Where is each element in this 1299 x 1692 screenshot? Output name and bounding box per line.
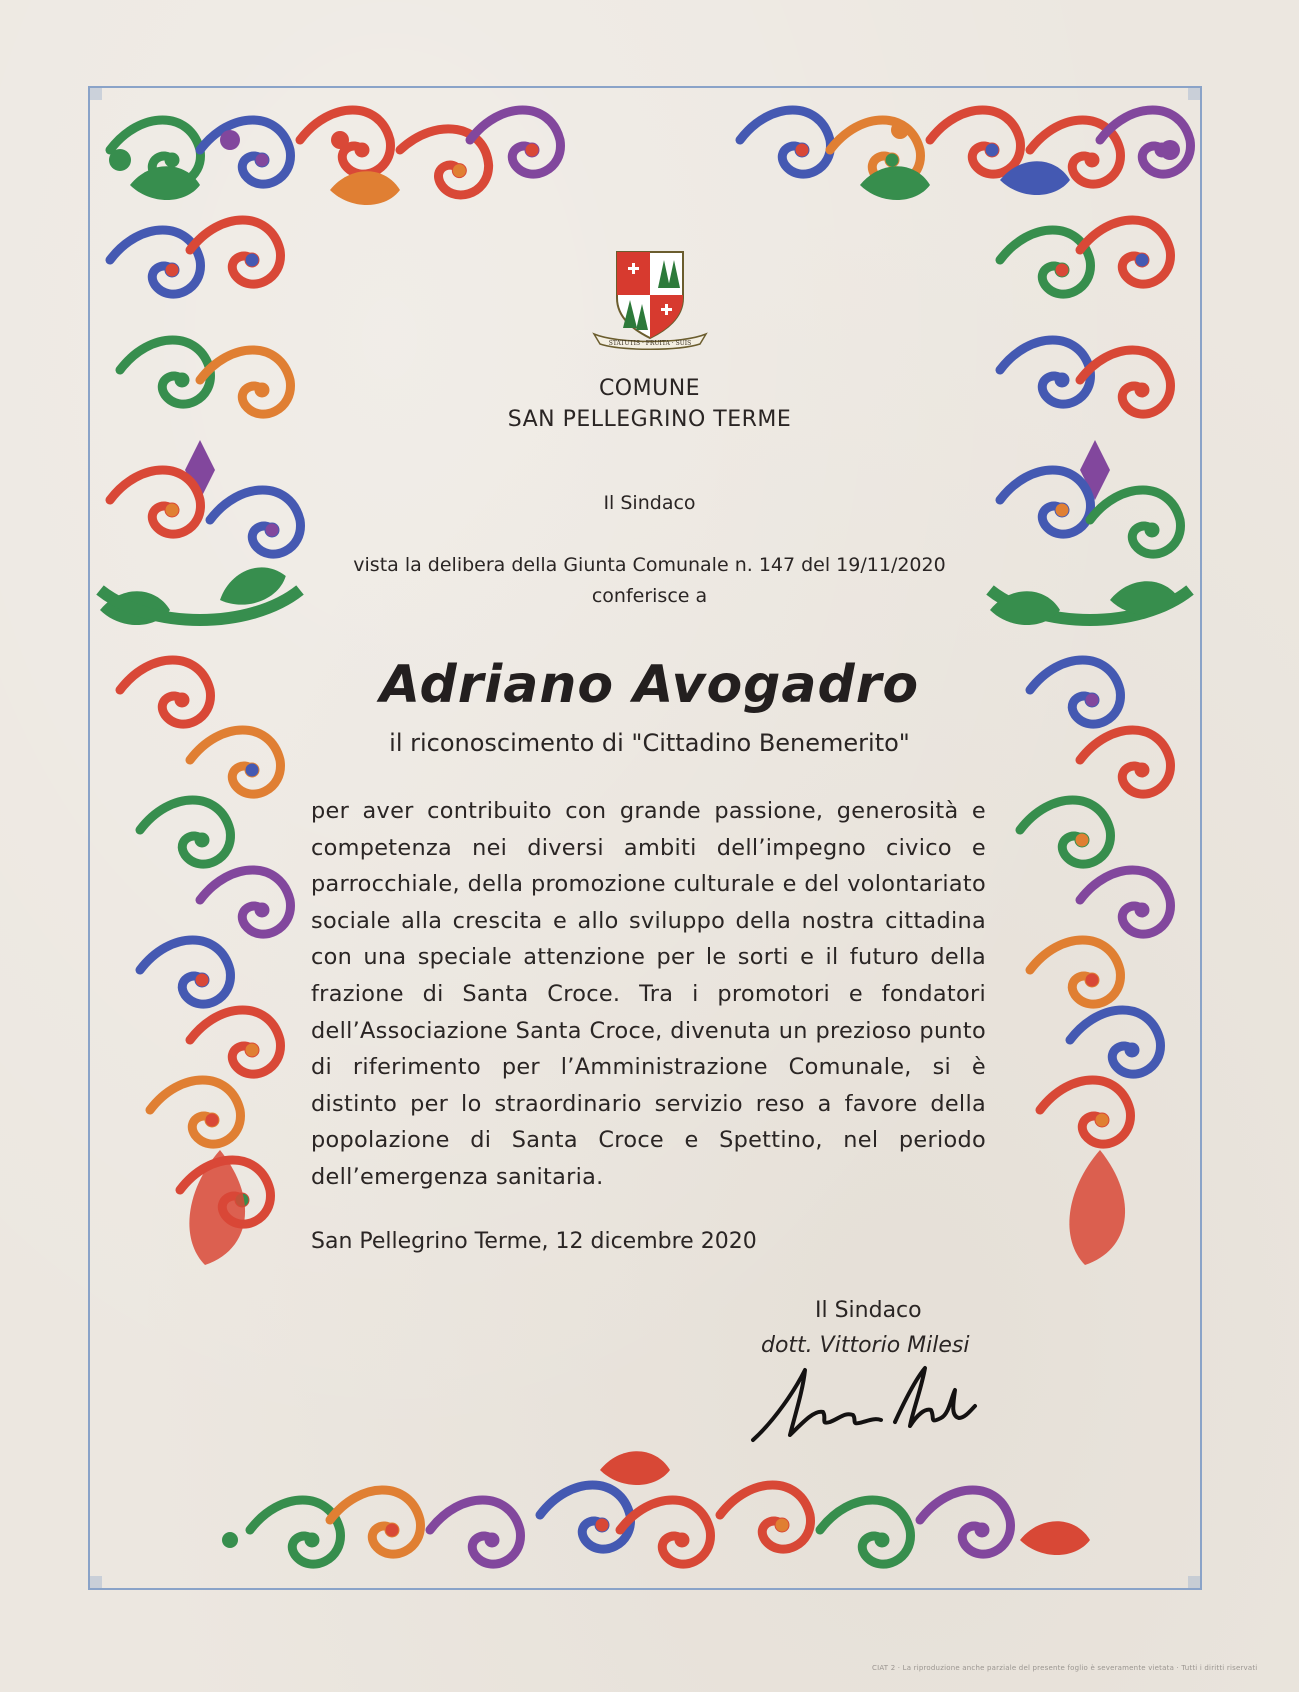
delibera-line: vista la delibera della Giunta Comunale n. 147 del 19/11/2020 <box>353 554 946 576</box>
municipal-crest <box>588 248 712 352</box>
ornament-top-right <box>740 110 1190 200</box>
comune-title-line1: COMUNE <box>598 376 701 401</box>
place-and-date: San Pellegrino Terme, 12 dicembre 2020 <box>311 1229 757 1254</box>
crest-motto: STATUTIS · FRUITA · SUIS <box>608 340 692 347</box>
ornament-top-left <box>109 110 560 205</box>
motivation-paragraph: per aver contribuito con grande passione, generosità e competenza nei diversi ambiti dell’impegno civico e parrocchiale, della promozione culturale e del volontariato sociale alla crescita e allo sviluppo della nostra cittadina con una speciale attenzione per le sorti e il futuro della frazione di Santa Croce. Tra i promotori e fondatori dell’Associazione Santa Croce, divenuta un prezioso punto di riferimento per l’Amministrazione Comunale, si è distinto per lo straordinario servizio reso a favore della popolazione di Santa Croce e Spettino, nel periodo dell’emergenza sanitaria. <box>311 798 986 1190</box>
signature-title: Il Sindaco <box>815 1298 922 1323</box>
conferisce-line: conferisce a <box>591 585 708 607</box>
sindaco-heading: Il Sindaco <box>603 492 696 514</box>
recipient-name: Adriano Avogadro <box>379 655 920 715</box>
comune-title-line2: SAN PELLEGRINO TERME <box>507 407 792 432</box>
recognition-title: il riconoscimento di "Cittadino Benemerito" <box>389 729 910 757</box>
ornament-bottom <box>222 1451 1090 1564</box>
handwritten-signature <box>745 1360 985 1450</box>
signatory-name: dott. Vittorio Milesi <box>761 1333 970 1358</box>
footer-copyright-note: CIAT 2 · La riproduzione anche parziale del presente foglio è severamente vietata · Tutti i diritti riservati <box>872 1664 1258 1672</box>
